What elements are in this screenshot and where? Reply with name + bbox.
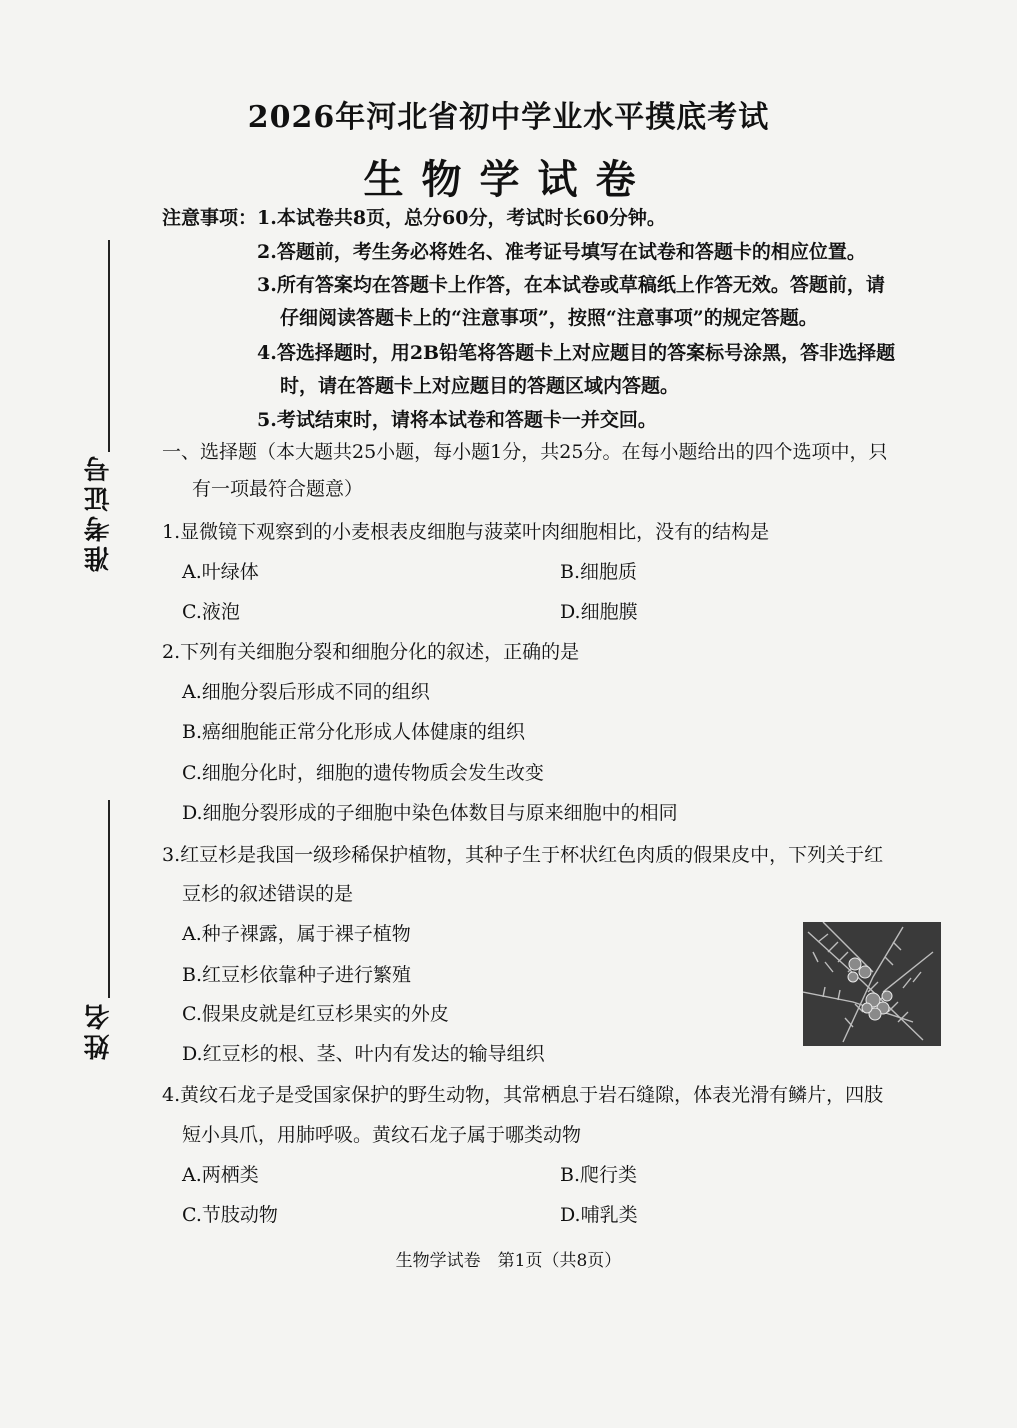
notice-item: 时，请在答题卡上对应题目的答题区域内答题。 (280, 375, 680, 397)
notice-label: 注意事项： (162, 207, 258, 229)
question-4-option-d: D.哺乳类 (560, 1204, 638, 1226)
notice-item: 4.答选择题时，用2B铅笔将答题卡上对应题目的答案标号涂黑，答非选择题 (257, 342, 896, 364)
id-number-label: 准考证号 (84, 452, 114, 572)
question-1-stem: 1.显微镜下观察到的小麦根表皮细胞与菠菜叶肉细胞相比，没有的结构是 (162, 521, 770, 543)
notice-item: 仔细阅读答题卡上的“注意事项”，按照“注意事项”的规定答题。 (280, 307, 818, 329)
question-2-option-a: A.细胞分裂后形成不同的组织 (182, 681, 430, 703)
question-1-option-a: A.叶绿体 (182, 561, 259, 583)
question-3-option-b: B.红豆杉依靠种子进行繁殖 (182, 964, 412, 986)
notice-item: 3.所有答案均在答题卡上作答，在本试卷或草稿纸上作答无效。答题前，请 (257, 274, 885, 296)
question-4-stem-cont: 短小具爪，用肺呼吸。黄纹石龙子属于哪类动物 (182, 1124, 582, 1146)
section-heading: 一、选择题（本大题共25小题，每小题1分，共25分。在每小题给出的四个选项中，只 (162, 441, 888, 463)
question-1-option-c: C.液泡 (182, 601, 240, 623)
paper-title: 生物学试卷 (363, 156, 654, 203)
page-footer: 生物学试卷 第1页（共8页） (395, 1251, 622, 1271)
name-label: 姓名 (84, 1000, 114, 1060)
question-3-option-a: A.种子裸露，属于裸子植物 (182, 923, 411, 945)
id-number-line (108, 240, 110, 452)
notice-item: 1.本试卷共8页，总分60分，考试时长60分钟。 (257, 207, 666, 229)
notice-item: 5.考试结束时，请将本试卷和答题卡一并交回。 (257, 409, 657, 431)
question-1-option-d: D.细胞膜 (560, 601, 638, 623)
yew-branch-photo (803, 922, 941, 1046)
exam-title: 2026年河北省初中学业水平摸底考试 (247, 100, 770, 135)
question-3-stem-cont: 豆杉的叙述错误的是 (182, 883, 354, 905)
question-2-stem: 2.下列有关细胞分裂和细胞分化的叙述，正确的是 (162, 641, 580, 663)
question-4-option-b: B.爬行类 (560, 1164, 638, 1186)
question-2-option-c: C.细胞分化时，细胞的遗传物质会发生改变 (182, 762, 544, 784)
question-2-option-d: D.细胞分裂形成的子细胞中染色体数目与原来细胞中的相同 (182, 802, 678, 824)
question-3-option-d: D.红豆杉的根、茎、叶内有发达的输导组织 (182, 1043, 545, 1065)
name-line (108, 800, 110, 998)
question-2-option-b: B.癌细胞能正常分化形成人体健康的组织 (182, 721, 526, 743)
notice-item: 2.答题前，考生务必将姓名、准考证号填写在试卷和答题卡的相应位置。 (257, 241, 866, 263)
question-4-option-a: A.两栖类 (182, 1164, 259, 1186)
question-4-stem: 4.黄纹石龙子是受国家保护的野生动物，其常栖息于岩石缝隙，体表光滑有鳞片，四肢 (162, 1084, 884, 1106)
question-4-option-c: C.节肢动物 (182, 1204, 278, 1226)
question-3-option-c: C.假果皮就是红豆杉果实的外皮 (182, 1003, 449, 1025)
section-heading-cont: 有一项最符合题意） (192, 478, 364, 500)
question-1-option-b: B.细胞质 (560, 561, 638, 583)
question-3-stem: 3.红豆杉是我国一级珍稀保护植物，其种子生于杯状红色肉质的假果皮中，下列关于红 (162, 844, 884, 866)
